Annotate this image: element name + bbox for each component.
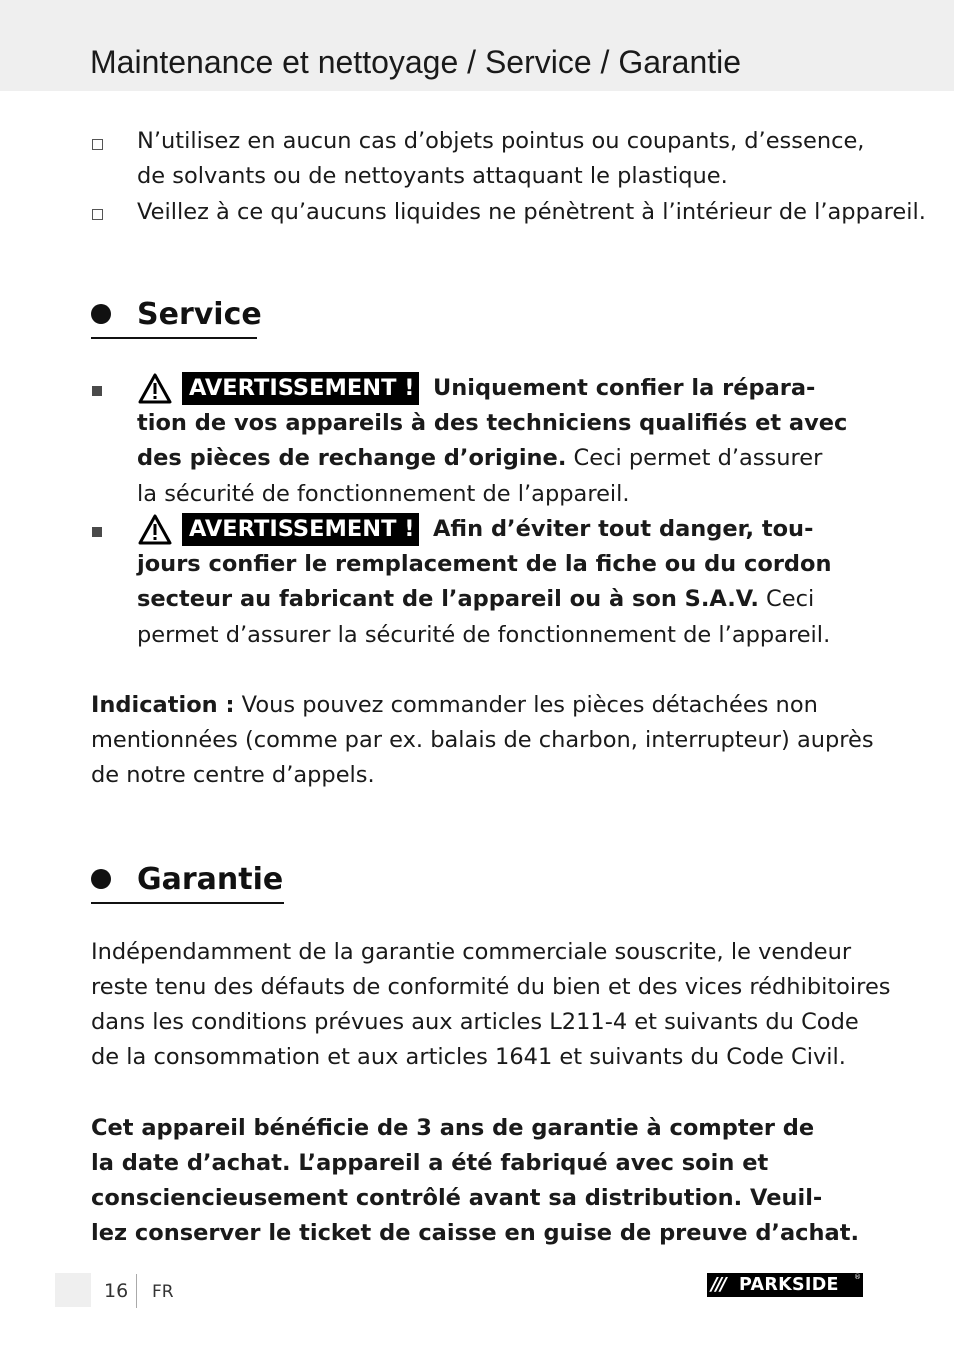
logo-wordmark: PARKSIDE [739,1275,839,1295]
warning-1-bold-part: des pièces de rechange d’origine. [137,445,567,471]
footer-page-marker [55,1273,91,1307]
indication-text: Vous pouvez commander les pièces détachées non [241,692,818,718]
warning-triangle-icon [138,514,172,545]
warning-1-line-4: la sécurité de fonctionnement de l’appareil. [137,481,630,507]
section-title-garantie: Garantie [137,862,284,897]
indication-label: Indication : [91,692,235,718]
warning-1-line-1: Uniquement confier la répara- [433,375,816,401]
garantie-bold-line-2: la date d’achat. L’appareil a été fabriqué avec soin et [91,1150,769,1176]
warning-triangle-icon [138,373,172,404]
language-code: FR [152,1282,174,1302]
warning-2-line-2: jours confier le remplacement de la fiche ou du cordon [137,551,832,577]
parkside-logo [707,1273,863,1297]
warning-2-normal-part: Ceci [766,586,815,612]
logo-slashes: /// [711,1274,725,1295]
warning-1-line-2: tion de vos appareils à des techniciens qualifiés et avec [137,410,848,436]
garantie-paragraph-line-3: dans les conditions prévues aux articles L211-4 et suivants du Code [91,1009,859,1035]
warning-1-line-3 [137,441,822,476]
section-underline [91,337,257,339]
square-bullet-icon [92,386,102,396]
warning-label: AVERTISSEMENT ! [182,372,419,405]
maintenance-item-2-line-1: Veillez à ce qu’aucuns liquides ne pénètrent à l’intérieur de l’appareil. [137,199,926,225]
warning-2-line-3 [137,582,814,617]
warning-2-line-4: permet d’assurer la sécurité de fonctionnement de l’appareil. [137,622,831,648]
indication-line-3: de notre centre d’appels. [91,762,375,788]
warning-1-normal-part: Ceci permet d’assurer [573,445,823,471]
page-number: 16 [104,1280,129,1302]
page-title: Maintenance et nettoyage / Service / Garantie [90,44,742,80]
indication-line-2: mentionnées (comme par ex. balais de charbon, interrupteur) auprès [91,727,874,753]
warning-2-bold-part: secteur au fabricant de l’appareil ou à son S.A.V. [137,586,759,612]
registered-mark: ® [854,1273,861,1281]
garantie-paragraph-line-1: Indépendamment de la garantie commerciale souscrite, le vendeur [91,939,852,965]
list-bullet-icon [92,209,103,220]
warning-label: AVERTISSEMENT ! [182,513,419,546]
garantie-paragraph-line-4: de la consommation et aux articles 1641 et suivants du Code Civil. [91,1044,846,1070]
maintenance-item-1-line-2: de solvants ou de nettoyants attaquant le plastique. [137,163,728,189]
section-bullet-icon [91,304,111,324]
warning-2-line-1: Afin d’éviter tout danger, tou- [433,516,814,542]
garantie-bold-line-3: consciencieusement contrôlé avant sa distribution. Veuil- [91,1185,823,1211]
indication-line-1 [91,688,818,723]
section-underline [91,902,284,904]
maintenance-item-1-line-1: N’utilisez en aucun cas d’objets pointus ou coupants, d’essence, [137,128,865,154]
garantie-bold-line-1: Cet appareil bénéficie de 3 ans de garantie à compter de [91,1115,815,1141]
footer-divider [136,1274,137,1308]
garantie-bold-line-4: lez conserver le ticket de caisse en guise de preuve d’achat. [91,1220,859,1246]
section-bullet-icon [91,869,111,889]
list-bullet-icon [92,139,103,150]
square-bullet-icon [92,527,102,537]
garantie-paragraph-line-2: reste tenu des défauts de conformité du bien et des vices rédhibitoires [91,974,891,1000]
section-title-service: Service [137,297,262,332]
